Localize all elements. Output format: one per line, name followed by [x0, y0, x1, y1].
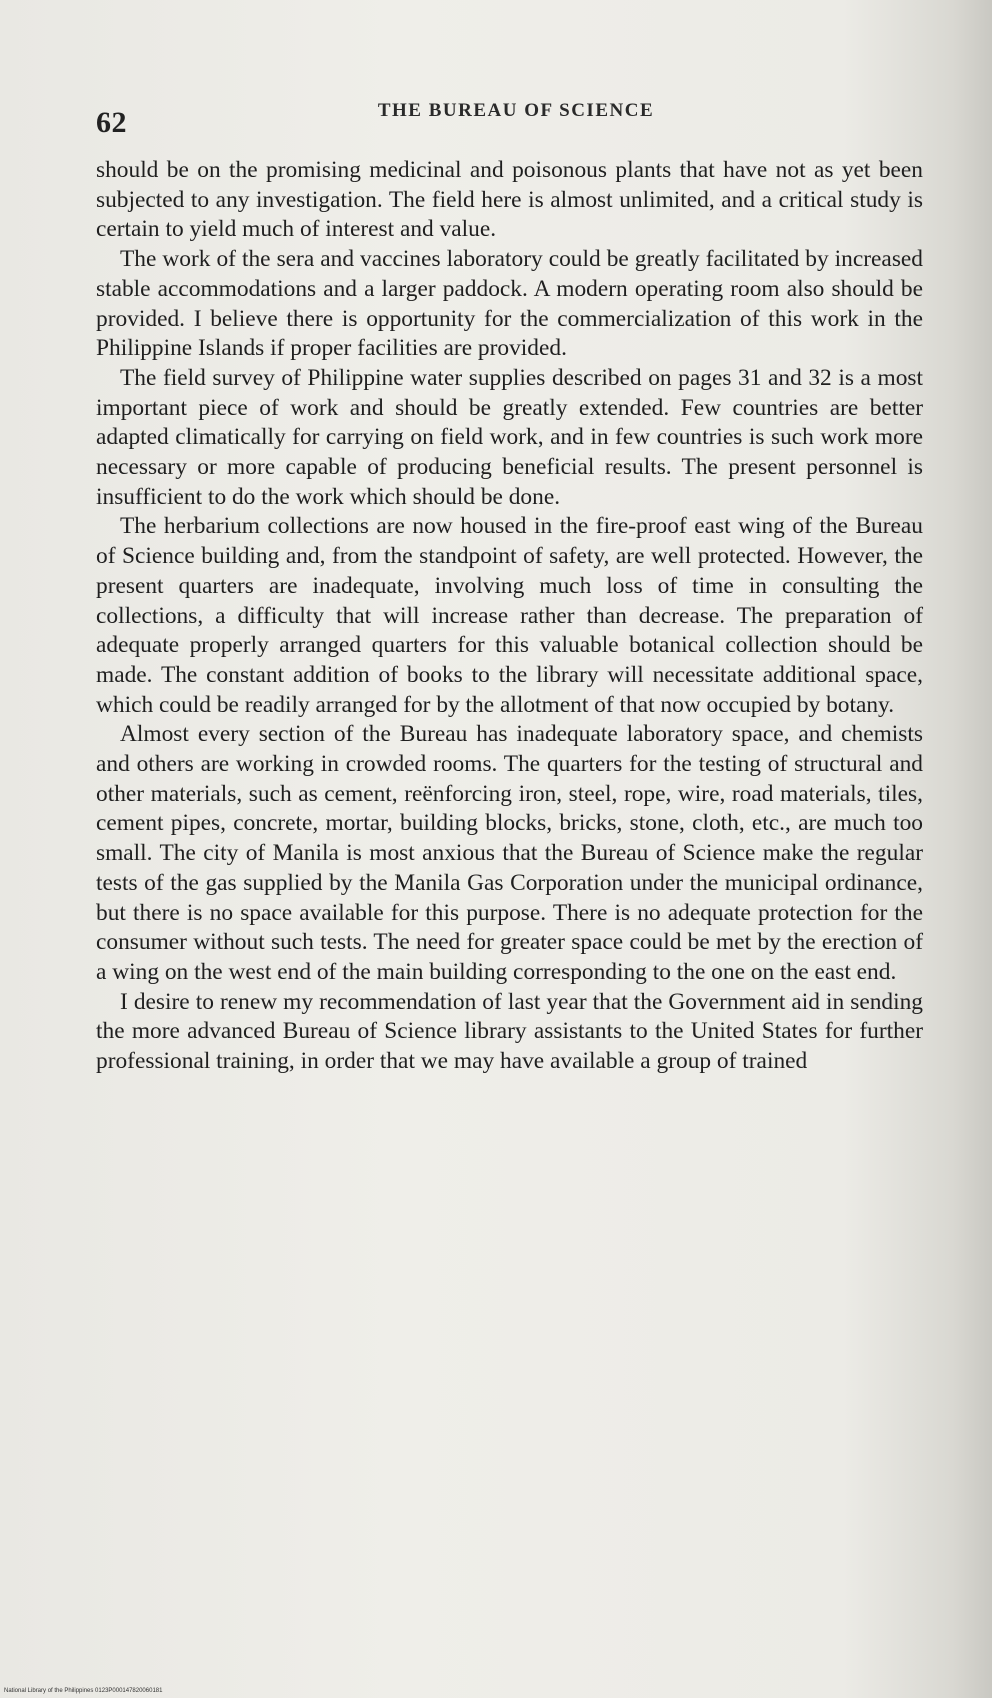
paragraph-1: should be on the promising medicinal and poisonous plants that have not as yet been subjected to any investigation. The field here is almost unlimited, and a critical study is certain to yield much of interest and value. [96, 157, 923, 243]
running-head: THE BUREAU OF SCIENCE [377, 100, 655, 121]
page-number: 62 [96, 106, 127, 139]
paragraph-6: I desire to renew my recommendation of last year that the Government aid in sending the more advanced Bureau of Science library assistants to the United States for further professional training, in order that we may have available a group of trained [96, 988, 923, 1075]
paragraph-4: The herbarium collections are now housed in the fire-proof east wing of the Bureau of Science building and, from the standpoint of safety, are well protected. However, the present quarters are inadequate, involving much loss of time in consulting the collections, a difficulty that will increase rather than decrease. The preparation of adequate properly arranged quarters for this valuable botanical collection should be made. The constant addition of books to the library will necessitate additional space, which could be readily arranged for by the allotment of that now occupied by botany. [96, 513, 923, 718]
paragraph-3: The field survey of Philippine water supplies described on pages 31 and 32 is a most important piece of work and should be greatly extended. Few countries are better adapted climatically for carrying on field work, and in few countries is such work more necessary or more capable of producing beneficial results. The present personnel is insufficient to do the work which should be done. [96, 364, 923, 510]
paragraph-5: Almost every section of the Bureau has inadequate laboratory space, and chemists and others are working in crowded rooms. The quarters for the testing of structural and other materials, such as cement, reënforcing iron, steel, rope, wire, road materials, tiles, cement pipes, concrete, mortar, building blocks, bricks, stone, cloth, etc., are much too small. The city of Manila is most anxious that the Bureau of Science make the regular tests of the gas supplied by the Manila Gas Corporation under the municipal ordinance, but there is no space available for this purpose. There is no adequate protection for the consumer without such tests. The need for greater space could be met by the erection of a wing on the west end of the main building corresponding to the one on the east end. [96, 721, 923, 985]
body-text [96, 156, 923, 1077]
footer-credit: National Library of the Philippines 0123P000147820060181 [4, 1688, 163, 1694]
paragraph-2: The work of the sera and vaccines laboratory could be greatly facilitated by increased stable accommodations and a larger paddock. A modern operating room also should be provided. I believe there is opportunity for the commercialization of this work in the Philippine Islands if proper facilities are provided. [96, 246, 923, 362]
